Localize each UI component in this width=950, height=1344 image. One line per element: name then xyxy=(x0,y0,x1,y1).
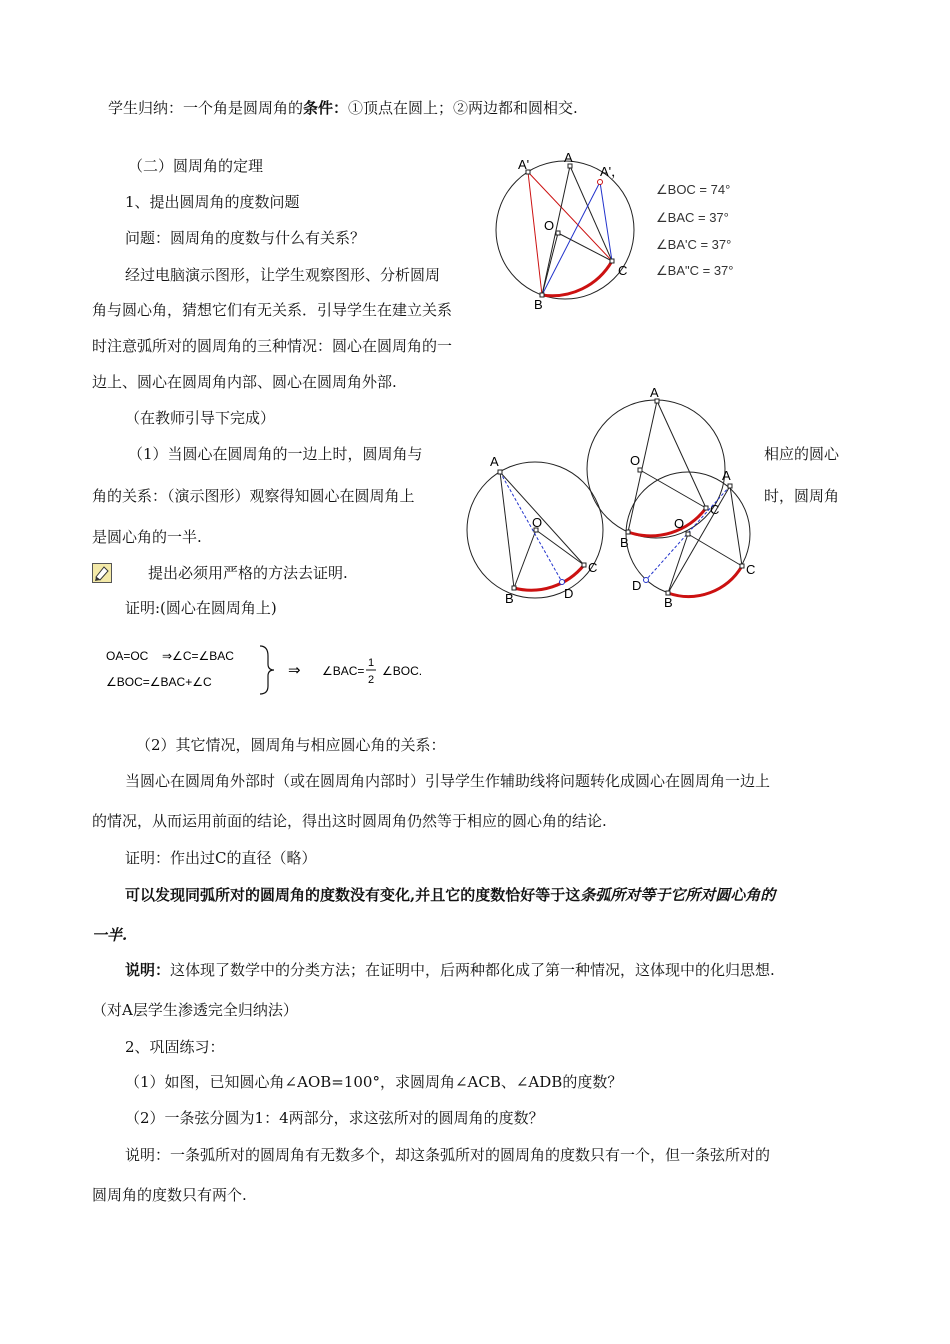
label-c: C xyxy=(746,562,756,577)
circle xyxy=(496,161,634,299)
proof-result-a: ∠BAC= xyxy=(322,664,365,678)
line xyxy=(500,472,514,588)
label-c: C xyxy=(710,502,720,517)
para-line: 时注意弧所对的圆周角的三种情况：圆心在圆周角的一 xyxy=(92,337,453,355)
label-c: C xyxy=(618,263,628,278)
line xyxy=(570,166,612,261)
label-o: O xyxy=(674,516,685,531)
arc-bc xyxy=(668,566,742,597)
para-line: 提出必须用严格的方法去证明. xyxy=(148,564,348,582)
para-line: 是圆心角的一半. xyxy=(92,528,202,546)
point xyxy=(512,586,516,590)
para-line: 当圆心在圆周角外部时（或在圆周角内部时）引导学生作辅助线将问题转化成圆心在圆周角一边上 xyxy=(125,772,771,790)
label-d: D xyxy=(564,586,574,601)
note-icon xyxy=(92,563,112,583)
line xyxy=(528,172,542,295)
proof-block xyxy=(100,640,430,700)
conclusion-line2: 一半. xyxy=(92,926,128,944)
point xyxy=(560,580,565,585)
measure-boc: ∠BOC = 74° xyxy=(656,182,731,197)
label-d: D xyxy=(632,578,642,593)
para-line: 经过电脑演示图形，让学生观察图形、分析圆周 xyxy=(125,266,441,284)
question-line: 问题：圆周角的度数与什么有关系？ xyxy=(125,229,366,247)
exercise-1: （1）如图，已知圆心角∠AOB=100°，求圆周角∠ACB、∠ADB的度数？ xyxy=(125,1073,623,1091)
line xyxy=(536,530,584,565)
line xyxy=(730,486,742,566)
line xyxy=(528,172,612,261)
conclusion-line xyxy=(125,885,775,905)
subsection-heading: 1、提出圆周角的度数问题 xyxy=(125,193,300,211)
proof-heading: 证明:(圆心在圆周角上) xyxy=(125,599,277,617)
proof-row1: OA=OC xyxy=(106,649,149,663)
exercise-2: （2）一条弦分圆为1：4两部分，求这弦所对的圆周角的度数？ xyxy=(125,1109,544,1127)
label-a: A xyxy=(650,385,659,400)
note-bold: 说明： xyxy=(125,961,171,979)
point xyxy=(556,231,560,235)
label-c: C xyxy=(588,560,598,575)
para-line: 边上、圆心在圆周角内部、圆心在圆周角外部. xyxy=(92,373,397,391)
conclusion-bold: 可以发现同弧所对的圆周角的度数没有变化,并且它的度数恰好等于这 xyxy=(125,886,581,904)
brace-icon xyxy=(260,646,274,694)
label-b: B xyxy=(664,595,673,610)
proof-arrow: ⇒ xyxy=(288,662,301,679)
label-a: A xyxy=(490,454,499,469)
condition-prefix: 学生归纳：一个角是圆周角的 xyxy=(108,99,304,117)
proof-result-b: ∠BOC. xyxy=(382,664,423,678)
para-line: 的情况，从而运用前面的结论，得出这时圆周角仍然等于相应的圆心角的结论. xyxy=(92,812,607,830)
measure-ba2c: ∠BA"C = 37° xyxy=(656,263,734,278)
point xyxy=(740,564,744,568)
para-line: 证明：作出过C的直径（略） xyxy=(125,849,317,867)
label-b: B xyxy=(534,297,543,312)
label-b: B xyxy=(505,591,514,606)
point xyxy=(610,259,614,263)
para-line: （在教师引导下完成） xyxy=(125,409,276,427)
proof-den: 2 xyxy=(368,674,375,686)
case2-heading: （2）其它情况，圆周角与相应圆心角的关系： xyxy=(136,736,446,754)
line xyxy=(542,233,558,295)
conclusion-bold-italic: 条弧所对等于它所对圆心角的 xyxy=(580,886,776,904)
case1-line-left: （1）当圆心在圆周角的一边上时，圆周角与 xyxy=(128,445,423,463)
note-line xyxy=(125,960,775,980)
practice-heading: 2、巩固练习： xyxy=(125,1038,225,1056)
label-b: B xyxy=(620,535,629,550)
label-a: A xyxy=(722,468,731,483)
point xyxy=(498,470,502,474)
proof-num: 1 xyxy=(368,657,375,669)
line xyxy=(514,530,536,588)
arc-bc xyxy=(542,261,612,296)
point xyxy=(728,484,732,488)
label-a2: A'， xyxy=(600,164,625,179)
para-line: （对A层学生渗透完全归纳法） xyxy=(92,1001,298,1019)
line xyxy=(688,534,742,566)
label-o: O xyxy=(544,218,555,233)
label-a1: A' xyxy=(518,157,530,172)
condition-bold: 条件： xyxy=(303,99,349,117)
measure-bac: ∠BAC = 37° xyxy=(656,210,729,225)
proof-row1b: ⇒∠C=∠BAC xyxy=(162,649,234,663)
point xyxy=(598,180,603,185)
para-line: 说明：一条弧所对的圆周角有无数多个，却这条弧所对的圆周角的度数只有一个，但一条弦所对的 xyxy=(125,1146,771,1164)
line xyxy=(600,182,612,261)
label-o: O xyxy=(532,515,543,530)
figure-same-arc xyxy=(490,145,760,315)
label-a: A xyxy=(564,150,573,165)
dashed-line xyxy=(500,472,562,582)
point xyxy=(686,532,690,536)
para-line: 角与圆心角，猜想它们有无关系．引导学生在建立关系 xyxy=(92,301,453,319)
point xyxy=(582,563,586,567)
label-o: O xyxy=(630,453,641,468)
figure-inside xyxy=(622,462,772,612)
line xyxy=(668,486,730,593)
case1-line2-right: 时，圆周角 xyxy=(764,487,840,505)
note-rest: 这体现了数学中的分类方法；在证明中，后两种都化成了第一种情况，这体现中的化归思想. xyxy=(170,961,775,979)
section-heading: （二）圆周角的定理 xyxy=(128,157,264,175)
measure-ba1c: ∠BA'C = 37° xyxy=(656,237,732,252)
para-line: 圆周角的度数只有两个. xyxy=(92,1186,247,1204)
point xyxy=(644,578,649,583)
condition-line xyxy=(108,98,578,118)
case1-line-right: 相应的圆心 xyxy=(764,445,840,463)
proof-row2: ∠BOC=∠BAC+∠C xyxy=(106,675,212,689)
case1-line2-left: 角的关系：（演示图形）观察得知圆心在圆周角上 xyxy=(92,487,415,505)
condition-rest: ①顶点在圆上；②两边都和圆相交. xyxy=(348,99,578,117)
